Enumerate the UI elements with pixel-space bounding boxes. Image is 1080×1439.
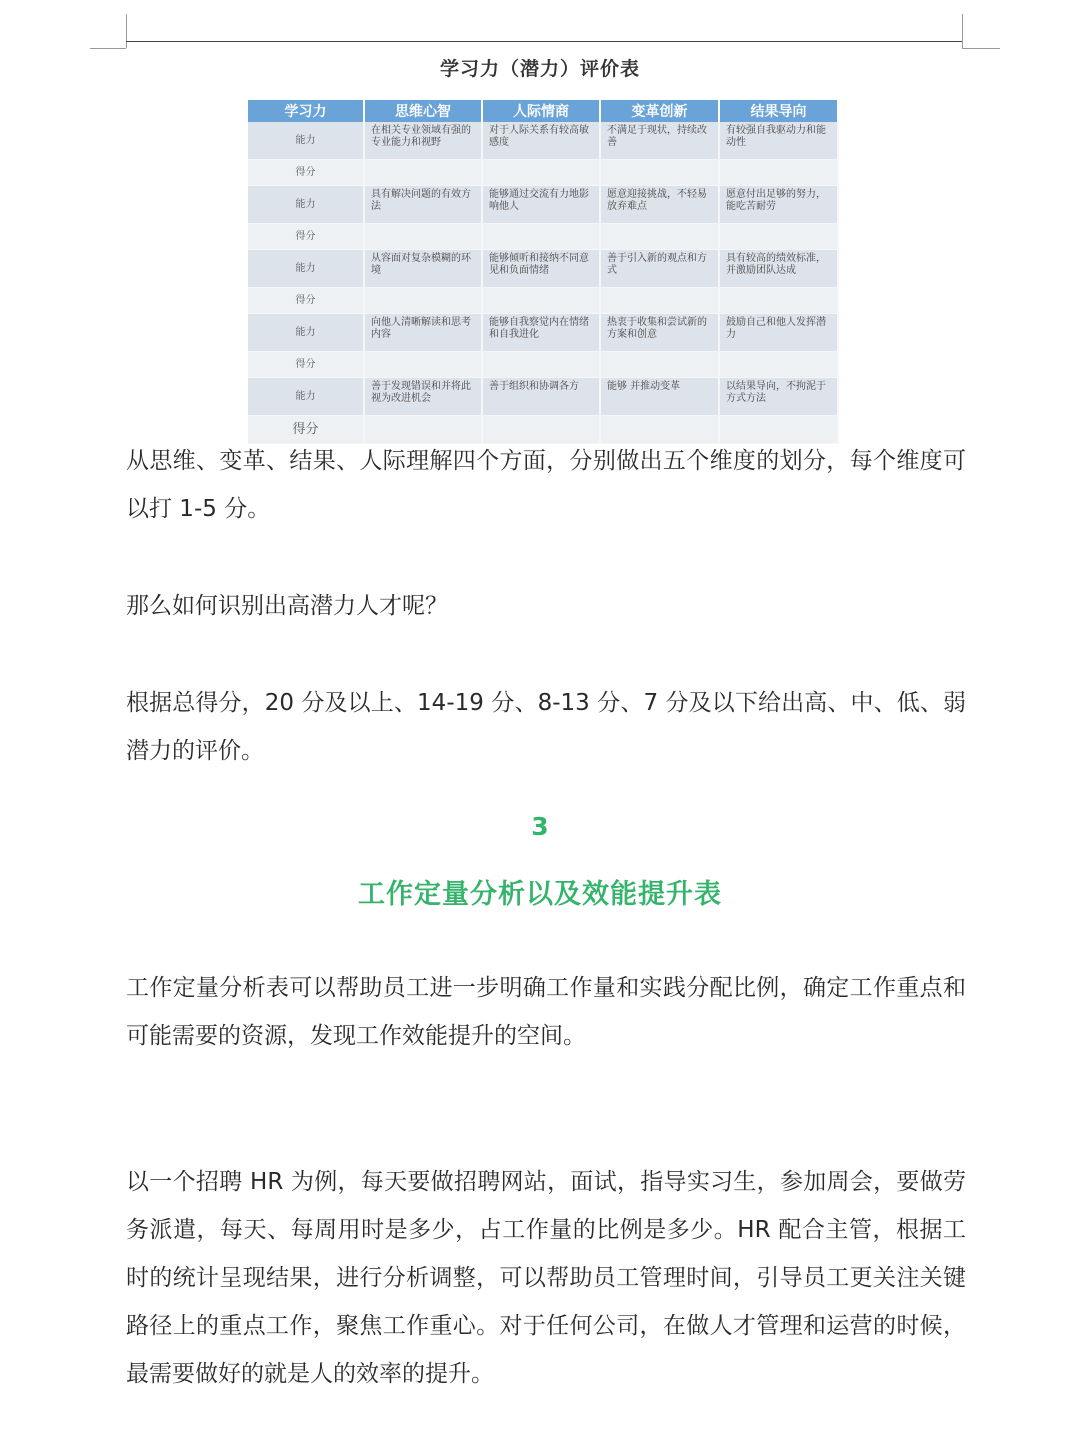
row-label: 能力 xyxy=(248,250,364,288)
crop-mark xyxy=(90,48,126,49)
table-cell: 具有较高的绩效标准，并激励团队达成 xyxy=(719,250,838,288)
table-title: 学习力（潜力）评价表 xyxy=(439,58,640,80)
table-row xyxy=(248,352,838,378)
table-cell: 具有解决问题的有效方法 xyxy=(364,186,482,224)
paragraph: 根据总得分，20 分及以上、14-19 分、8-13 分、7 分及以下给出高、中、低、弱潜力的评价。 xyxy=(126,690,966,764)
paragraph: 工作定量分析表可以帮助员工进一步明确工作量和实践分配比例，确定工作重点和可能需要的资源，发现工作效能提升的空间。 xyxy=(126,975,966,1049)
row-label: 得分 xyxy=(248,288,364,314)
table-cell: 愿意迎接挑战，不轻易放弃难点 xyxy=(600,186,719,224)
table-cell: 不满足于现状，持续改善 xyxy=(600,122,719,160)
table-cell xyxy=(364,160,482,186)
table-cell: 愿意付出足够的努力，能吃苦耐劳 xyxy=(719,186,838,224)
table-cell: 善于组织和协调各方 xyxy=(482,378,600,416)
table-header-cell: 学习力 xyxy=(248,100,364,122)
row-label: 能力 xyxy=(248,122,364,160)
table-header-cell: 变革创新 xyxy=(600,100,719,122)
table-cell xyxy=(719,224,838,250)
table-row xyxy=(248,224,838,250)
table-row xyxy=(248,378,838,416)
table-cell xyxy=(364,352,482,378)
row-label: 得分 xyxy=(248,224,364,250)
row-label: 能力 xyxy=(248,186,364,224)
table-row xyxy=(248,250,838,288)
table-cell: 能够自我察觉内在情绪和自我进化 xyxy=(482,314,600,352)
table-cell xyxy=(482,352,600,378)
table-header-cell: 结果导向 xyxy=(719,100,838,122)
table-cell: 善于发现错误和并将此视为改进机会 xyxy=(364,378,482,416)
table-row xyxy=(248,122,838,160)
section-title: 工作定量分析以及效能提升表 xyxy=(358,879,722,910)
table-cell: 鼓励自己和他人发挥潜力 xyxy=(719,314,838,352)
row-label: 得分 xyxy=(248,160,364,186)
section-number: 3 xyxy=(531,812,549,841)
table-cell xyxy=(719,288,838,314)
table-row xyxy=(248,160,838,186)
table-cell: 向他人清晰解读和思考内容 xyxy=(364,314,482,352)
row-label: 能力 xyxy=(248,314,364,352)
table-cell xyxy=(364,224,482,250)
table-header-cell: 思维心智 xyxy=(364,100,482,122)
crop-mark xyxy=(962,48,1000,49)
table-cell: 善于引入新的观点和方式 xyxy=(600,250,719,288)
table-cell: 对于人际关系有较高敏感度 xyxy=(482,122,600,160)
table-cell xyxy=(364,288,482,314)
crop-mark xyxy=(962,14,963,48)
table-header-row xyxy=(248,100,838,122)
row-label: 得分 xyxy=(248,416,364,444)
paragraph: 那么如何识别出高潜力人才呢？ xyxy=(126,593,448,619)
table-cell: 以结果导向，不拘泥于方式方法 xyxy=(719,378,838,416)
table-row xyxy=(248,314,838,352)
table-cell xyxy=(600,224,719,250)
table-cell xyxy=(482,160,600,186)
evaluation-table xyxy=(248,100,838,437)
table-cell: 能够倾听和接纳不同意见和负面情绪 xyxy=(482,250,600,288)
paragraph: 以一个招聘 HR 为例，每天要做招聘网站，面试，指导实习生，参加周会，要做劳务派遣，每天、每周用时是多少，占工作量的比例是多少。HR 配合主管，根据工时的统计呈现结果，进行分析调整，可以帮助员工管理时间，引导员工更关注关键路径上的重点工作，聚焦工作重心。对于任何公司，在做人才管理和运营的时候，最需要做好的就是人的效率的提升。 xyxy=(126,1169,966,1387)
table-cell: 有较强自我驱动力和能动性 xyxy=(719,122,838,160)
row-label: 能力 xyxy=(248,378,364,416)
paragraph: 从思维、变革、结果、人际理解四个方面，分别做出五个维度的划分，每个维度可以打 1-5 分。 xyxy=(126,448,966,522)
page-header-rule xyxy=(126,41,962,42)
table-cell: 从容面对复杂模糊的环境 xyxy=(364,250,482,288)
table-row xyxy=(248,288,838,314)
table-cell: 能够通过交流有力地影响他人 xyxy=(482,186,600,224)
table-cell xyxy=(600,352,719,378)
table-cell xyxy=(719,352,838,378)
table-cell xyxy=(600,160,719,186)
table-row xyxy=(248,186,838,224)
table-cell xyxy=(600,288,719,314)
table-cell xyxy=(482,288,600,314)
crop-mark xyxy=(126,14,127,48)
row-label: 得分 xyxy=(248,352,364,378)
table-cell: 在相关专业领域有强的专业能力和视野 xyxy=(364,122,482,160)
table-cell: 能够 并推动变革 xyxy=(600,378,719,416)
table-cell xyxy=(482,224,600,250)
table-header-cell: 人际情商 xyxy=(482,100,600,122)
table-cell xyxy=(719,160,838,186)
table-cell: 热衷于收集和尝试新的方案和创意 xyxy=(600,314,719,352)
